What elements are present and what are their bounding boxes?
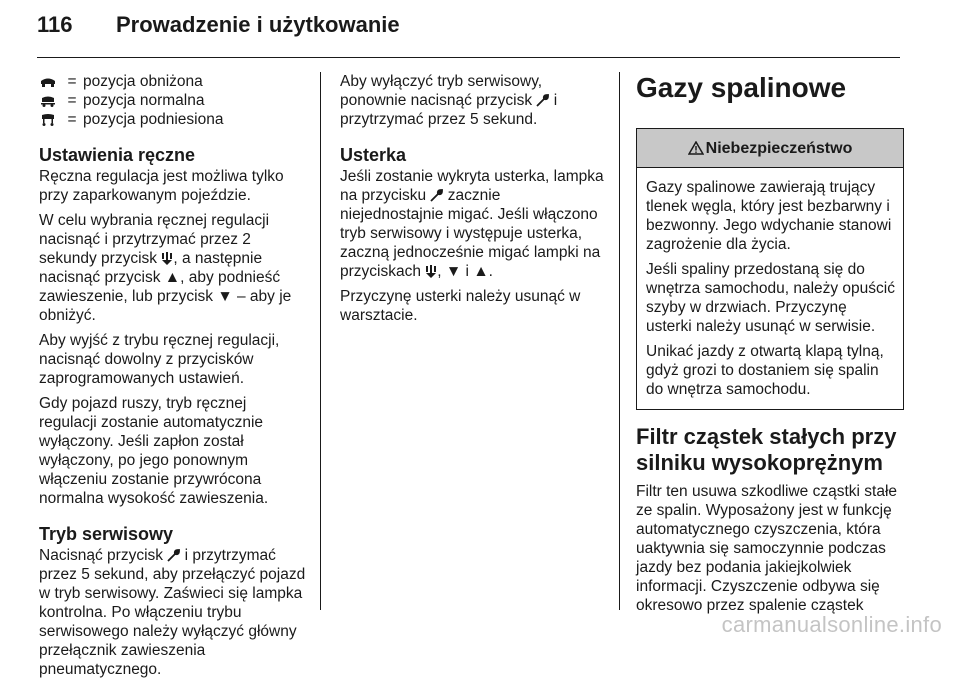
paragraph: Unikać jazdy z otwartą klapą tylną, gdyż grozi to dostaniem się spalin do wnętrza samochodu. bbox=[646, 343, 884, 398]
down-arrow-icon: ▼ bbox=[217, 288, 233, 305]
paragraph: Gdy pojazd ruszy, tryb ręcznej regulacji zostanie automatycznie wyłączony. Jeśli zapłon został wyłączony, po jego ponownym włączeniu zostanie przywrócona normalna wysokość zawieszenia. bbox=[39, 395, 269, 507]
up-arrow-icon: ▲ bbox=[473, 263, 489, 280]
car-lowered-button-icon bbox=[161, 252, 173, 265]
column-2 bbox=[340, 72, 608, 331]
page-title: Prowadzenie i użytkowanie bbox=[116, 12, 400, 37]
car-lowered-button-icon bbox=[425, 265, 437, 278]
paragraph: W celu wybrania ręcznej regulacji nacisnąć i przytrzymać przez 2 sekundy przycisk , a następnie nacisnąć przycisk ▲, aby podnieść zawieszenie, lub przycisk ▼ – aby je obniżyć. bbox=[39, 212, 292, 324]
section-heading-filter: Filtr cząstek stałych przy silniku wysokoprężnym bbox=[636, 424, 897, 475]
section-heading-service: Tryb serwisowy bbox=[39, 524, 174, 544]
section-heading-manual: Ustawienia ręczne bbox=[39, 145, 196, 165]
paragraph: Filtr ten usuwa szkodliwe cząstki stałe ze spalin. Wyposażony jest w funkcję automatycznego czyszczenia, która uaktywnia się samoczynnie podczas jazdy bez podania jakiejkolwiek informacji. Czyszczenie odbywa się okresowo przez spalenie cząstek bbox=[636, 483, 898, 614]
paragraph: Nacisnąć przycisk i przytrzymać przez 5 sekund, aby przełączyć pojazd w tryb serwisowy. Zaświeci się lampka kontrolna. Po włączeniu trybu serwisowego należy wyłączyć główny przełącznik zawieszenia pneumatycznego. bbox=[39, 547, 306, 678]
legend-item: = pozycja normalna bbox=[39, 91, 307, 110]
warning-title: Niebezpieczeństwo bbox=[705, 139, 853, 157]
watermark: carmanualsonline.info bbox=[721, 612, 942, 637]
legend-label: pozycja obniżona bbox=[83, 73, 203, 90]
legend-label: pozycja normalna bbox=[83, 92, 205, 109]
paragraph: Gazy spalinowe zawierają trujący tlenek węgla, który jest bezbarwny i bezwonny. Jego wdychanie stanowi zagrożenie dla życia. bbox=[646, 179, 892, 253]
down-arrow-icon: ▼ bbox=[445, 263, 462, 280]
paragraph: Jeśli zostanie wykryta usterka, lampka na przycisku zacznie niejednostajnie migać. Jeśli włączono tryb serwisowy i występuje usterka, zaczną jednocześnie migać lampki na przyciskach , ▼ i ▲. bbox=[340, 168, 604, 280]
car-lowered-icon bbox=[39, 76, 57, 88]
column-divider bbox=[619, 72, 620, 610]
paragraph: Aby wyłączyć tryb serwisowy, ponownie nacisnąć przycisk i przytrzymać przez 5 sekund. bbox=[340, 73, 558, 128]
warning-box bbox=[636, 128, 904, 410]
paragraph: Ręczna regulacja jest możliwa tylko przy zaparkowanym pojeździe. bbox=[39, 168, 284, 204]
section-heading-fault: Usterka bbox=[340, 145, 407, 165]
warning-triangle-icon bbox=[688, 141, 704, 155]
column-divider bbox=[320, 72, 321, 610]
header-rule bbox=[37, 57, 900, 58]
column-1 bbox=[39, 72, 307, 685]
page-number: 116 bbox=[37, 12, 73, 37]
paragraph: Przyczynę usterki należy usunąć w warsztacie. bbox=[340, 288, 581, 324]
car-normal-icon bbox=[39, 95, 57, 107]
warning-header bbox=[637, 129, 903, 168]
wrench-icon bbox=[536, 94, 549, 107]
paragraph: Aby wyjść z trybu ręcznej regulacji, nacisnąć dowolny z przycisków zaprogramowanych ustawień. bbox=[39, 332, 280, 387]
legend-item: = pozycja obniżona bbox=[39, 72, 307, 91]
legend-label: pozycja podniesiona bbox=[83, 111, 224, 128]
wrench-icon bbox=[167, 549, 180, 562]
wrench-icon bbox=[430, 189, 443, 202]
legend-item: = pozycja podniesiona bbox=[39, 110, 307, 129]
column-3 bbox=[636, 72, 904, 621]
page-header bbox=[0, 0, 960, 60]
car-raised-icon bbox=[39, 114, 57, 126]
up-arrow-icon: ▲ bbox=[164, 269, 181, 286]
warning-body bbox=[637, 168, 903, 409]
section-heading-exhaust: Gazy spalinowe bbox=[636, 72, 847, 103]
paragraph: Jeśli spaliny przedostaną się do wnętrza samochodu, należy opuścić szyby w drzwiach. Przyczynę usterki należy usunąć w serwisie. bbox=[646, 261, 895, 335]
